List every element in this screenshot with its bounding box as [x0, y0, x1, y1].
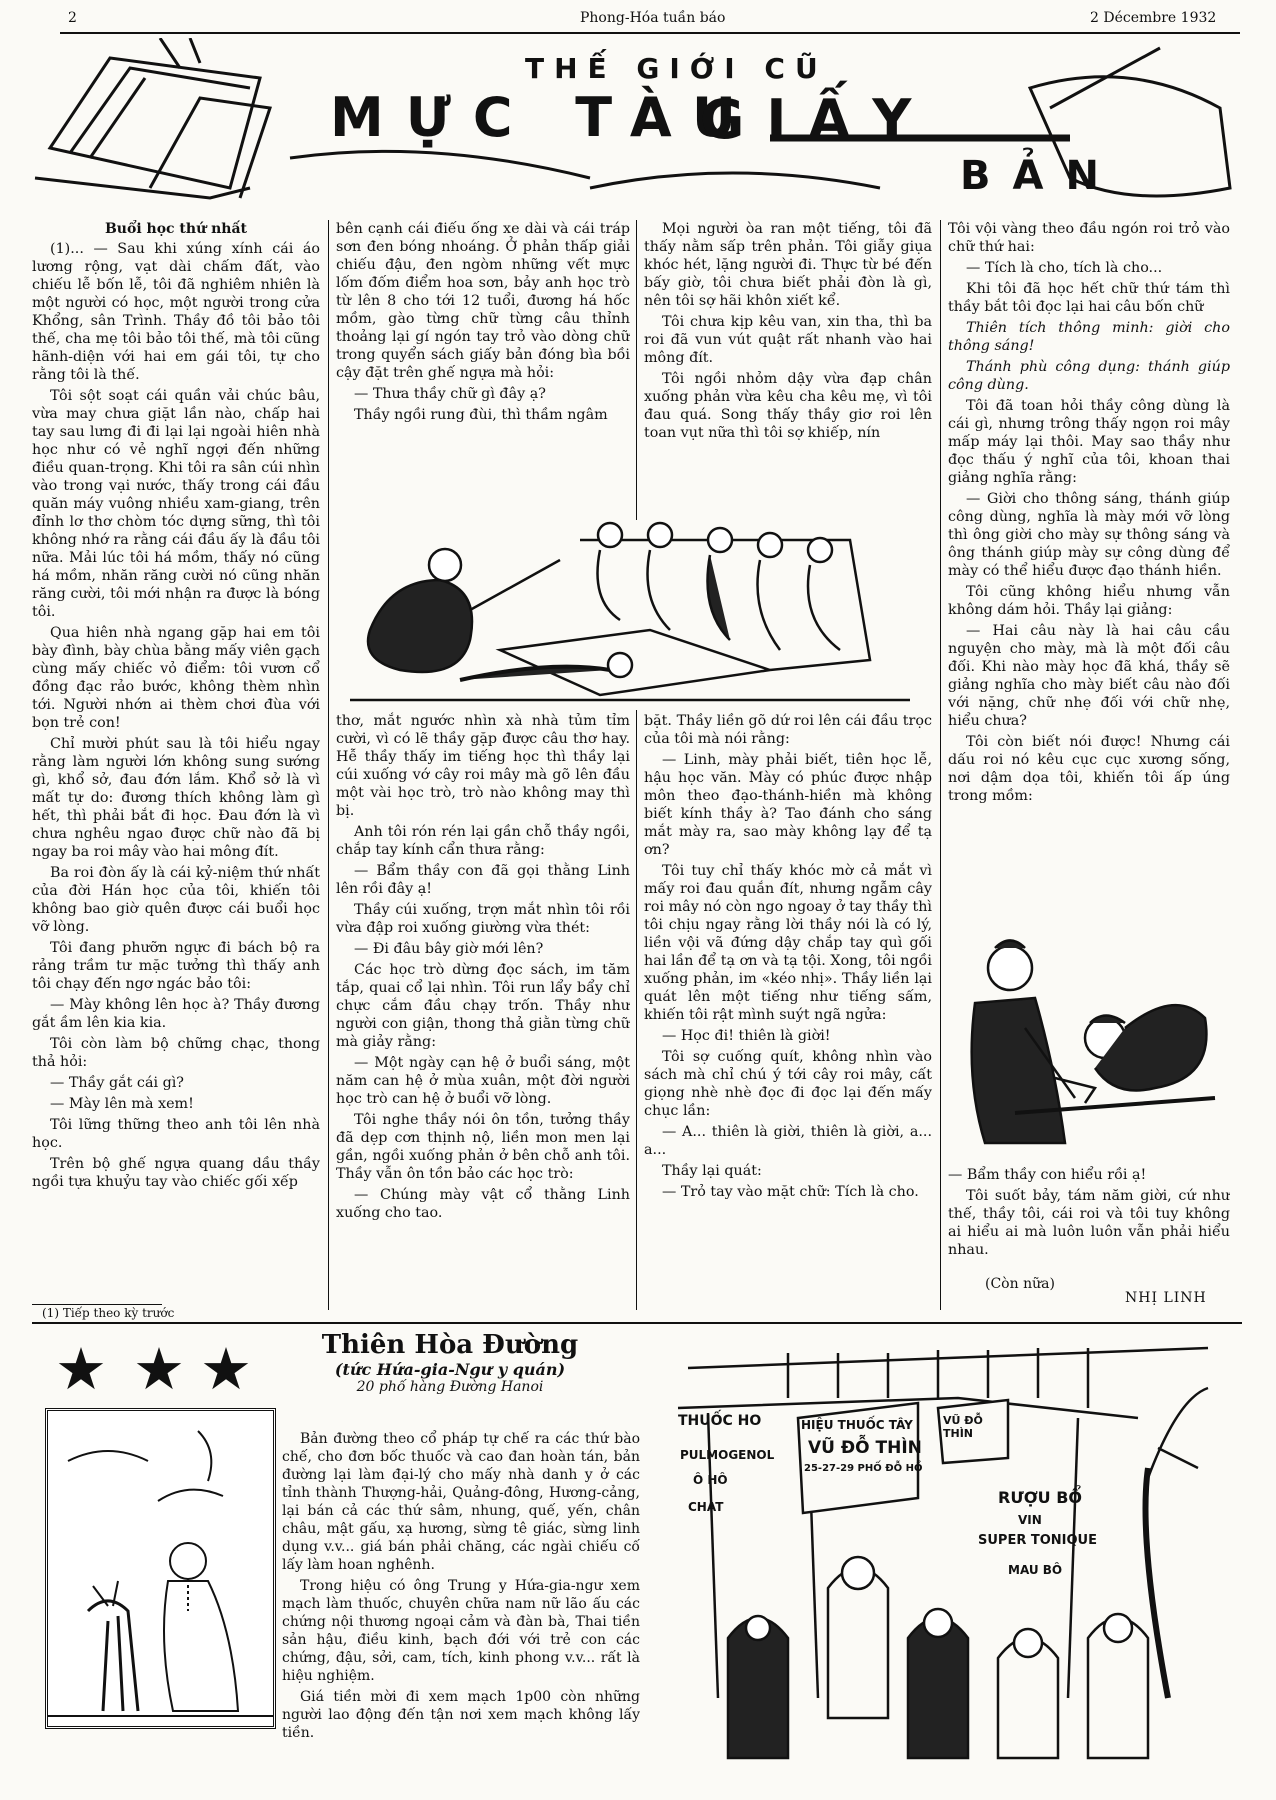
paragraph: Tôi lững thững theo anh tôi lên nhà học. — [32, 1117, 320, 1151]
couplet-line-2: Thánh phù công dụng: thánh giúp công dùng. — [948, 359, 1230, 393]
issue-date: 2 Décembre 1932 — [1090, 10, 1217, 26]
paragraph: Trên bộ ghế ngựa quang dầu thầy ngồi tựa khuỷu tay vào chiếc gối xếp — [32, 1156, 320, 1190]
paragraph: Tôi chưa kịp kêu van, xin tha, thì ba roi đã vun vút quật rất nhanh vào hai mông đít. — [644, 314, 932, 366]
paragraph: — Một ngày cạn hệ ở buổi sáng, một năm can hệ ở mùa xuân, một đời người học trò can hệ ở buổi vỡ lòng. — [336, 1055, 630, 1107]
classroom-drawing — [350, 520, 910, 705]
paragraph: Tôi đã toan hỏi thầy công dùng là cái gì, nhưng trông thấy ngọn roi mây mấp máy lại thôi. May sao thầy như đọc thấu ý nghĩ của tôi, khoan thai giảng nghĩa rằng: — [948, 398, 1230, 486]
story-column-1 — [32, 220, 320, 1300]
paragraph: Tôi còn biết nói được! Nhưng cái dấu roi nó kêu cục cục xương sống, nơi dậm dọa tôi, khiến tôi ấp úng trong mồm: — [948, 734, 1230, 804]
paragraph: Tôi sợ cuống quít, không nhìn vào sách mà chỉ chú ý tới cây roi mây, cất giọng nhè nhè đọc đi đọc lại đến mấy chục lần: — [644, 1049, 932, 1119]
star-icon: ★ — [55, 1335, 107, 1403]
star-icon: ★ — [200, 1335, 252, 1403]
paragraph: — Thầy gắt cái gì? — [50, 1075, 184, 1091]
sage-deer-illustration — [45, 1408, 276, 1729]
paragraph: Tôi nghe thầy nói ôn tồn, tưởng thầy đã dẹp cơn thịnh nộ, liền mon men lại gần, ngồi xuống phản ở bên chỗ anh tôi. Thầy vẫn ôn tồn bảo các học trò: — [336, 1112, 630, 1182]
paragraph: (1)... — Sau khi xúng xính cái áo lương rộng, vạt dài chấm đất, vào chiếu lễ bốn lễ, tôi đã nghiêm nhiên là một người có học, một người trong cửa Khổng, sân Trình. Thầy đồ tôi bảo tôi thế, cha mẹ tôi bảo tôi thế, mà tôi cũng hãnh-diện với hai em gái tôi, tự cho rằng tôi là thế. — [32, 241, 320, 383]
sign-pharmacy-address: 25-27-29 PHỐ ĐỖ HỒ — [804, 1463, 923, 1474]
kneeling-illustration — [955, 928, 1225, 1158]
sign-super-tonique: SUPER TONIQUE — [978, 1533, 1097, 1548]
column-rule-2a — [636, 220, 637, 520]
paragraph: Chỉ mười phút sau là tôi hiểu ngay rằng làm người lớn không sung sướng gì, khổ sở, đau đớn lắm. Khổ sở là vì mất tự do: đương thích không làm gì hết, thì phải bắt đi học. Đau đớn là vì chưa nghêu ngao được chữ nào đã bị ngay ba roi mây vào hai mông đít. — [32, 736, 320, 860]
sign-cough-medicine: THUỐC HO — [678, 1413, 762, 1429]
ad-address: 20 phố hàng Đường Hanoi — [356, 1379, 544, 1395]
story-column-4-top — [948, 220, 1230, 920]
paragraph: Tôi cũng không hiểu nhưng vẫn không dám hỏi. Thầy lại giảng: — [948, 584, 1230, 618]
page-number: 2 — [68, 10, 77, 26]
ad-body — [282, 1430, 640, 1760]
sign-vu-do-thin: VŨ ĐỖ THÌN — [943, 1414, 983, 1440]
paragraph: — Mày không lên học à? Thầy đương gắt ầm lên kia kia. — [32, 997, 320, 1031]
column-rule-3 — [940, 220, 941, 1310]
sage-deer-drawing — [48, 1411, 273, 1726]
paragraph: — Bẩm thầy con đã gọi thằng Linh lên rồi đây ạ! — [336, 863, 630, 897]
paragraph: Anh tôi rón rén lại gần chỗ thầy ngồi, chắp tay kính cẩn thưa rằng: — [336, 824, 630, 858]
paragraph: Ba roi đòn ấy là cái kỷ-niệm thứ nhất của đời Hán học của tôi, khiến tôi không bao giờ quên được cái buổi học vỡ lòng. — [32, 865, 320, 935]
paragraph — [948, 358, 1230, 394]
running-head — [60, 6, 1240, 32]
paragraph: — Tích là cho, tích là cho... — [966, 260, 1163, 276]
star-icon: ★ — [133, 1335, 185, 1403]
banner-word-muc-tau: MỰC TÀU — [330, 86, 758, 149]
column-rule-1 — [328, 220, 329, 1310]
paragraph: Tôi sột soạt cái quần vải chúc bâu, vừa may chưa giặt lần nào, chấp hai tay sau lưng đi đi lại lại ngoài hiên nhà học như có vẻ nghĩ ngợi đến những điều quan-trọng. Khi tôi ra sân cúi nhìn vào trong vại nước, thấy trong cái đầu quăn máy vuông nhiều xam-giang, trên đỉnh lơ thơ chòm tóc dựng sững, thì tôi không nhớ ra rằng cái đầu ấy là đầu tôi nữa. Mải lúc tôi há mồm, thấy nó cũng há mồm, nhăn răng cười nó cũng nhăn răng cười, tôi mới nhận ra được là bóng tôi. — [32, 388, 320, 620]
paragraph: bặt. Thầy liền gõ dứ roi lên cái đầu trọc của tôi mà nói rằng: — [644, 713, 932, 747]
ad-title: Thiên Hòa Đường — [321, 1330, 579, 1360]
paragraph — [948, 319, 1230, 355]
footnote: (1) Tiếp theo kỳ trước — [42, 1306, 175, 1320]
paragraph: Thầy lại quát: — [662, 1163, 762, 1179]
sign-pharmacy-name: VŨ ĐỖ THÌN — [808, 1438, 922, 1458]
banner-word-ban: BẢN — [960, 153, 1121, 199]
sign-vin: VIN — [1018, 1513, 1042, 1527]
paragraph: — Linh, mày phải biết, tiên học lễ, hậu học văn. Mày có phúc được nhập môn theo đạo-thánh-hiền mà không biết kính thầy à? Tao đánh cho sáng mắt mày ra, sao mày không lạy để tạ ơn? — [644, 752, 932, 858]
story-subtitle: Buổi học thứ nhất — [104, 221, 248, 237]
paragraph: — Chúng mày vật cổ thằng Linh xuống cho tao. — [336, 1187, 630, 1221]
paragraph: — Học đi! thiên là giời! — [662, 1028, 831, 1044]
paragraph: Tôi tuy chỉ thấy khóc mờ cả mắt vì mấy roi đau quắn đít, nhưng ngẫm cây roi mây nó còn ngo ngoay ở tay thầy thì tôi chịu ngay rằng lời thầy nói là có lý, liền vội vã đứng dậy chắp tay quì gối hai lần để tạ ơn và tạ tội. Xong, tôi ngồi xuống phản, im «kéo nhị». Thầy liền lại quát lên một tiếng như tiếng sấm, khiến tôi rật mình suýt ngã ngửa: — [644, 863, 932, 1023]
couplet-line-1: Thiên tích thông minh: giời cho thông sáng! — [948, 320, 1230, 354]
paragraph: thơ, mắt ngước nhìn xà nhà tủm tỉm cười, vì có lẽ thầy gặp được câu thơ hay. Hễ thầy thấy im tiếng học thì thầy lại cúi xuống vớ cây roi mây mà gõ lên đầu một vài học trò, trò nào không may thì bị. — [336, 713, 630, 819]
story-column-4-bottom — [948, 1166, 1230, 1276]
ad-header — [300, 1330, 600, 1395]
section-divider — [32, 1322, 1242, 1324]
paragraph: Thầy cúi xuống, trợn mắt nhìn tôi rồi vừa đập roi xuống giường vừa thét: — [336, 902, 630, 936]
paragraph: Các học trò dừng đọc sách, im tăm tắp, quai cổ lại nhìn. Tôi run lẩy bẩy chỉ chực cắm đầu chạy trốn. Thầy như người con giận, thong thả giằn từng chữ mà giảy rằng: — [336, 962, 630, 1050]
banner-line1: THẾ GIỚI CŨ — [525, 52, 828, 85]
paragraph: — Bẩm thầy con hiểu rồi ạ! — [948, 1167, 1147, 1183]
sign-tonic-wine: RƯỢU BỔ — [998, 1488, 1083, 1507]
sign-chat: CHAT — [688, 1500, 724, 1514]
paragraph: Tôi còn làm bộ chững chạc, thong thả hỏi: — [32, 1036, 320, 1070]
header-rule — [60, 32, 1240, 34]
paragraph: Giá tiền mời đi xem mạch 1p00 còn những người lao động đến tận nơi xem mạch không lấy tiền. — [282, 1689, 640, 1741]
paragraph: — Mày lên mà xem! — [50, 1096, 194, 1112]
paragraph: Tôi ngồi nhỏm dậy vừa đạp chân xuống phản vừa kêu cha kêu mẹ, vì tôi đau quá. Song thấy thầy giơ roi lên toan vụt nữa thì tôi sợ khiếp, nín — [644, 371, 932, 441]
paragraph: Mọi người òa ran một tiếng, tôi đã thấy nằm sấp trên phản. Tôi giẫy giụa khóc hét, lặng người đi. Thực từ bé đến bấy giờ, tôi chưa biết phải đòn là gì, nên tôi sợ hãi khôn xiết kể. — [644, 221, 932, 309]
footnote-rule — [32, 1304, 162, 1305]
sign-mau-bo: MAU BÔ — [1008, 1563, 1063, 1577]
story-banner — [30, 38, 1240, 213]
paragraph: Trong hiệu có ông Trung y Hứa-gia-ngư xem mạch làm thuốc, chuyên chữa nam nữ lão ấu các chứng nội thương ngoại cảm và đàn bà, Thai tiền sản hậu, điều kinh, bạch đới với trẻ con các chứng, đậu, sởi, cam, tích, kinh phong v.v... rất là hiệu nghiệm. — [282, 1578, 640, 1684]
paragraph: Tôi suốt bảy, tám năm giời, cứ như thế, thầy tôi, cái roi và tôi tuy không ai hiểu ai mà luôn luôn vẫn phải hiểu nhau. — [948, 1188, 1230, 1258]
paragraph: Bản đường theo cổ pháp tự chế ra các thứ bào chế, cho đơn bốc thuốc và cao đan hoàn tán, bản đường lại làm đại-lý cho mấy nhà danh y ở các tỉnh thành Thượng-hải, Quảng-đông, Hương-cảng, lại bán cả các thứ sâm, nhung, quế, yến, chân châu, mật gấu, xạ hương, sừng tê giác, sừng linh dụng v.v... giá bán phải chăng, các ngài chiếu cố lấy làm hoan nghênh. — [282, 1431, 640, 1573]
ad-subtitle: (tức Hứa-gia-Ngư y quán) — [334, 1360, 566, 1379]
paragraph: — Giời cho thông sáng, thánh giúp công dùng, nghĩa là mày mới vỡ lòng thì ông giời cho mày sự thông sáng và ông thánh giúp mày sự công dùng để mày có thể hiểu được đạo thánh hiền. — [948, 491, 1230, 579]
kneeling-drawing — [955, 928, 1225, 1158]
paragraph: Thầy ngồi rung đùi, thì thầm ngâm — [354, 407, 608, 423]
paragraph: Tôi đang phưỡn ngực đi bách bộ ra rảng trầm tư mặc tưởng thì thấy anh tôi chạy đến ngơ ngác bảo tôi: — [32, 940, 320, 992]
paragraph: — Hai câu này là hai câu cầu nguyện cho mày, mà là một đối câu đối. Khi nào mày học đã khá, thầy sẽ giảng nghĩa cho mày biết câu nào đối với nặng, chữ nhẹ đối với chữ nhẹ, hiểu chưa? — [948, 623, 1230, 729]
sign-o-ho: Ô HÔ — [693, 1473, 728, 1487]
paragraph: — Đi đâu bây giờ mới lên? — [354, 941, 544, 957]
sign-pulmogenol: PULMOGENOL — [680, 1448, 775, 1462]
paper-name: Phong-Hóa tuần báo — [580, 10, 726, 26]
paragraph: Tôi vội vàng theo đầu ngón roi trỏ vào chữ thứ hai: — [948, 221, 1230, 255]
paragraph: Qua hiên nhà ngang gặp hai em tôi bày đình, bày chùa bằng mấy viên gạch cùng mấy chiếc vỏ điểm: tôi vươn cổ đồng đạc rảo bước, không thèm nhìn tới. Người nhớn ai thèm chơi đùa với bọn trẻ con! — [32, 625, 320, 731]
pharmacy-cartoon — [668, 1338, 1240, 1768]
paragraph: — A... thiên là giời, thiên là giời, a... a... — [644, 1124, 932, 1158]
to-be-continued: (Còn nữa) — [985, 1276, 1055, 1292]
story-column-3-top — [644, 220, 932, 516]
paragraph: Khi tôi đã học hết chữ thứ tám thì thầy bắt tôi đọc lại hai câu bốn chữ — [948, 281, 1230, 315]
sign-pharmacy: HIỆU THUỐC TÂY — [801, 1418, 913, 1432]
pharmacy-drawing — [668, 1338, 1240, 1768]
column-rule-2b — [636, 710, 637, 1310]
story-column-2-top — [336, 220, 630, 516]
paragraph: — Trỏ tay vào mặt chữ: Tích là cho. — [662, 1184, 919, 1200]
banner-word-giay: GIẤY — [700, 88, 934, 151]
paragraph: — Thưa thầy chữ gì đây ạ? — [354, 386, 546, 402]
paragraph: bên cạnh cái điếu ống xe dài và cái tráp sơn đen bóng nhoáng. Ở phản thấp giải chiếu đậu, đen ngòm những vết mực lốm đốm điểm hoa sơn, bảy anh học trò từ lên 8 cho tới 12 tuổi, đương há hốc mồm, gào từng chữ từng câu thỉnh thoảng lại gí ngón tay trỏ vào dòng chữ trong quyển sách giấy bản đóng bìa bồi cậy đặt trên ghế ngựa mà hỏi: — [336, 221, 630, 381]
classroom-illustration — [350, 520, 910, 705]
story-column-3-bottom — [644, 712, 932, 1312]
story-column-2-bottom — [336, 712, 630, 1312]
story-author: NHỊ LINH — [1125, 1290, 1207, 1306]
